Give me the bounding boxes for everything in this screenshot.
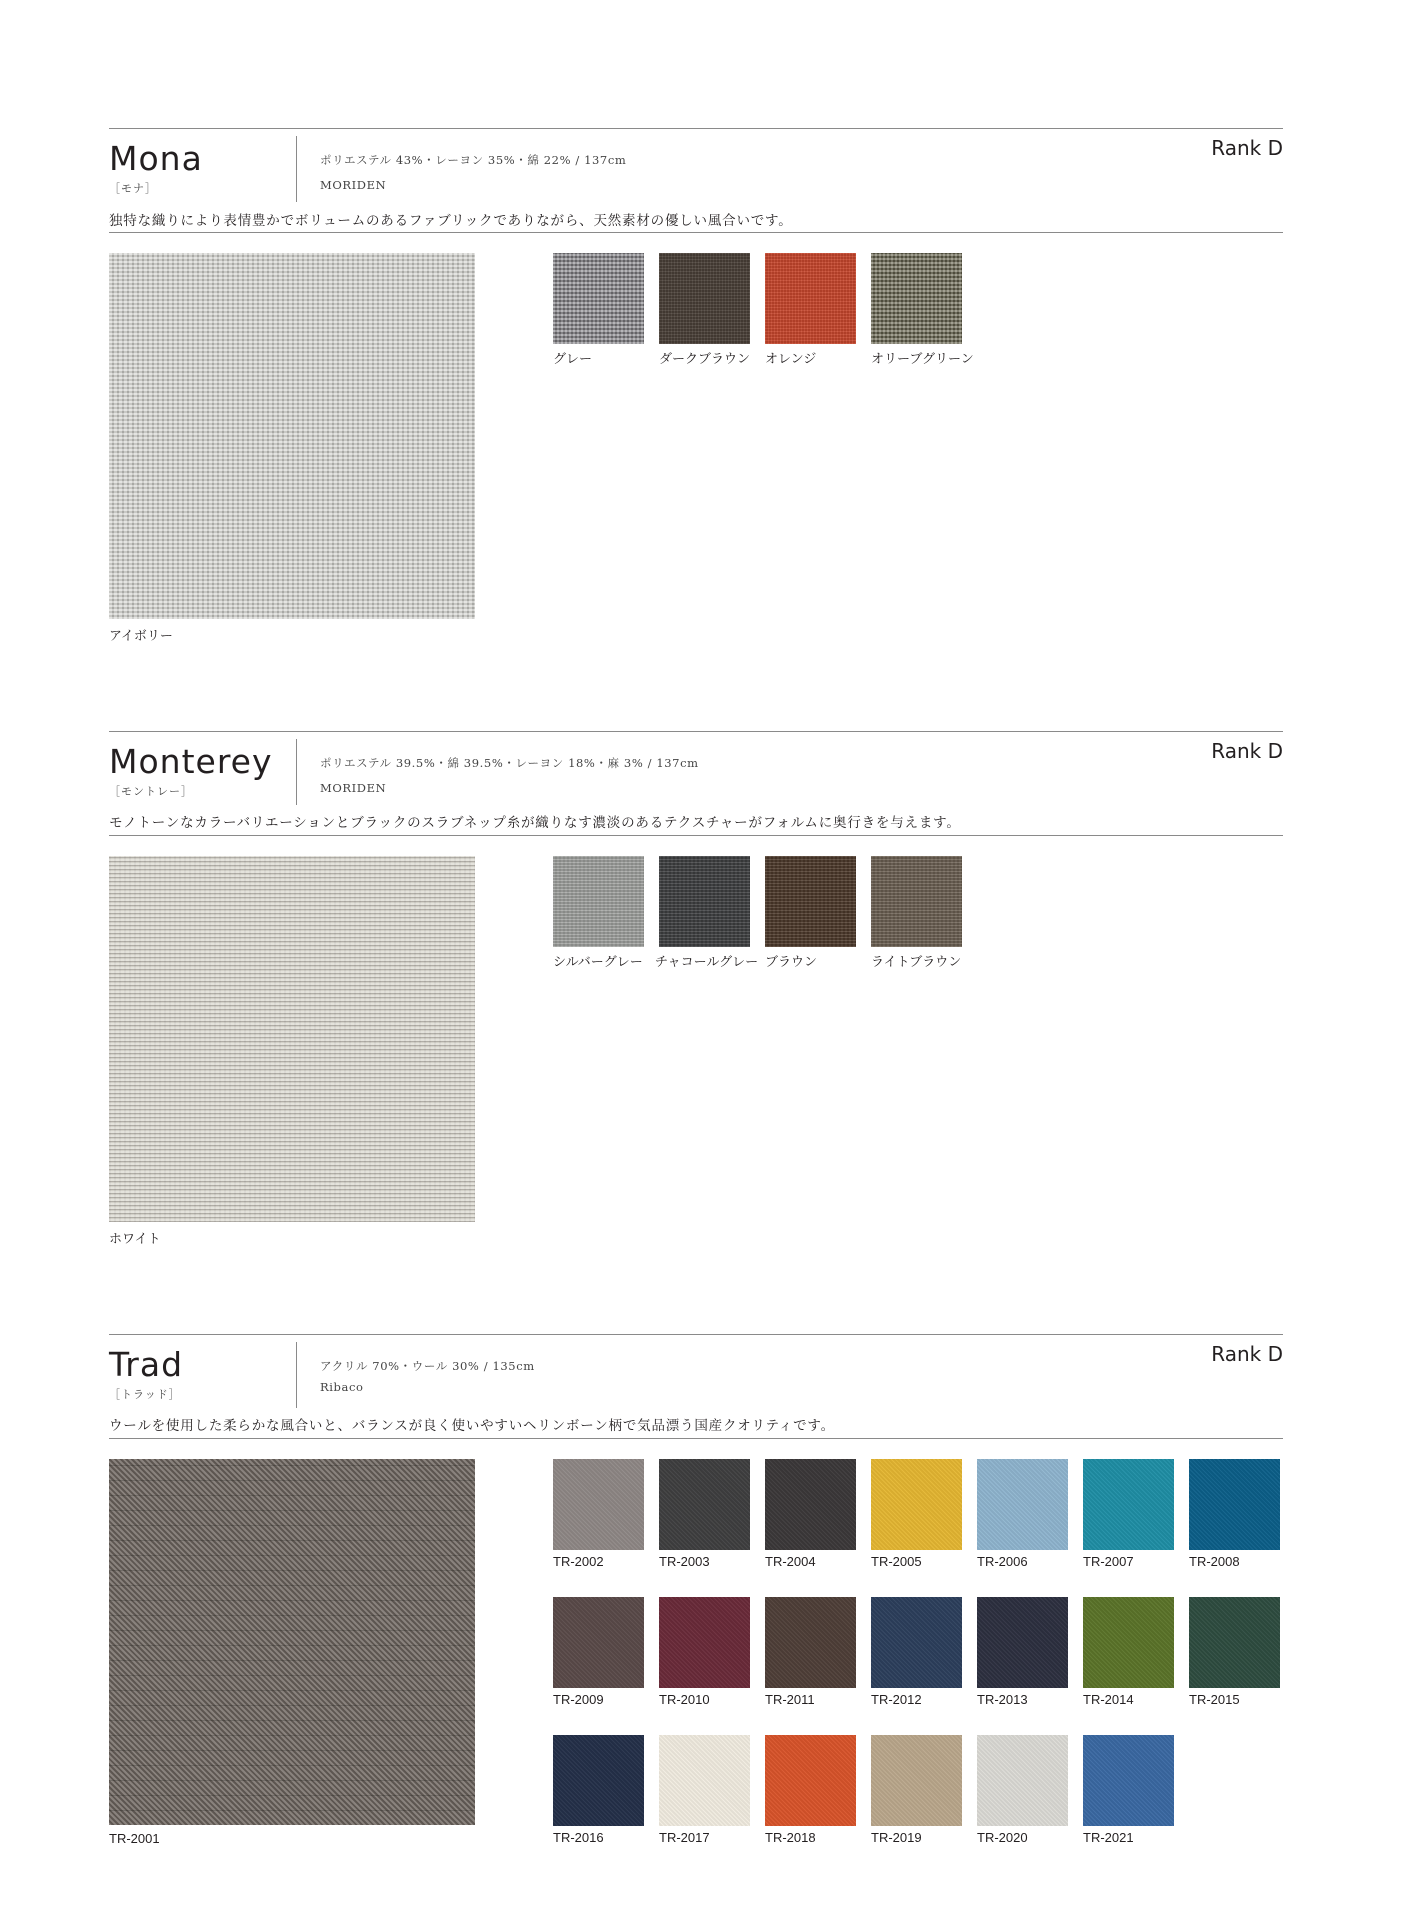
color-swatch[interactable] <box>1083 1597 1174 1688</box>
fabric-kana: ［トラッド］ <box>109 1388 181 1401</box>
bottom-rule <box>109 835 1283 836</box>
fabric-maker: MORIDEN <box>320 178 387 192</box>
color-swatch-label: TR-2009 <box>553 1692 604 1707</box>
color-swatch-label: TR-2016 <box>553 1830 604 1845</box>
color-swatch[interactable] <box>553 1597 644 1688</box>
color-swatch-label: TR-2013 <box>977 1692 1028 1707</box>
color-swatch[interactable] <box>765 253 856 344</box>
color-swatch[interactable] <box>977 1459 1068 1550</box>
color-swatch-label: TR-2002 <box>553 1554 604 1569</box>
color-swatch-label: ダークブラウン <box>659 351 751 366</box>
fabric-maker: Ribaco <box>320 1380 364 1394</box>
main-fabric-swatch <box>109 856 475 1222</box>
rank-label: Rank D <box>1211 1342 1283 1366</box>
fabric-description: 独特な織りにより表情豊かでボリュームのあるファブリックでありながら、天然素材の優しい風合いです。 <box>109 213 793 229</box>
color-swatch-label: TR-2020 <box>977 1830 1028 1845</box>
color-swatch-label: ブラウン <box>765 954 818 969</box>
color-swatch-label: オレンジ <box>765 351 817 366</box>
color-swatch[interactable] <box>1189 1459 1280 1550</box>
fabric-kana: ［モナ］ <box>109 182 157 195</box>
color-swatch-label: TR-2014 <box>1083 1692 1134 1707</box>
top-rule <box>109 1334 1283 1335</box>
color-swatch[interactable] <box>659 1735 750 1826</box>
color-swatch[interactable] <box>659 1459 750 1550</box>
color-swatch[interactable] <box>1083 1735 1174 1826</box>
color-swatch[interactable] <box>765 1735 856 1826</box>
color-swatch[interactable] <box>553 856 644 947</box>
color-swatch-label: グレー <box>553 351 593 366</box>
color-swatch[interactable] <box>553 253 644 344</box>
divider <box>296 739 297 805</box>
color-swatch-label: チャコールグレー <box>655 954 759 969</box>
bottom-rule <box>109 232 1283 233</box>
color-swatch[interactable] <box>765 856 856 947</box>
bottom-rule <box>109 1438 1283 1439</box>
color-swatch[interactable] <box>1189 1597 1280 1688</box>
color-swatch[interactable] <box>1083 1459 1174 1550</box>
top-rule <box>109 731 1283 732</box>
color-swatch[interactable] <box>765 1597 856 1688</box>
rank-label: Rank D <box>1211 739 1283 763</box>
color-swatch-label: TR-2015 <box>1189 1692 1240 1707</box>
fabric-name: Trad <box>109 1345 184 1384</box>
color-swatch-label: TR-2019 <box>871 1830 922 1845</box>
color-swatch[interactable] <box>977 1735 1068 1826</box>
color-swatch[interactable] <box>553 1459 644 1550</box>
color-swatch[interactable] <box>553 1735 644 1826</box>
color-swatch-label: TR-2005 <box>871 1554 922 1569</box>
main-fabric-swatch <box>109 253 475 619</box>
color-swatch[interactable] <box>871 253 962 344</box>
main-fabric-swatch <box>109 1459 475 1825</box>
rank-label: Rank D <box>1211 136 1283 160</box>
color-swatch-label: オリーブグリーン <box>871 351 974 366</box>
fabric-description: モノトーンなカラーバリエーションとブラックのスラブネップ糸が織りなす濃淡のあるテクスチャーがフォルムに奥行きを与えます。 <box>109 815 961 831</box>
fabric-name: Monterey <box>109 742 273 781</box>
color-swatch-label: TR-2017 <box>659 1830 710 1845</box>
main-swatch-label: アイボリー <box>109 628 173 643</box>
fabric-kana: ［モントレー］ <box>109 785 193 798</box>
color-swatch-label: TR-2003 <box>659 1554 710 1569</box>
fabric-composition: アクリル 70%・ウール 30% / 135cm <box>320 1359 535 1373</box>
color-swatch[interactable] <box>871 1597 962 1688</box>
fabric-composition: ポリエステル 43%・レーヨン 35%・綿 22% / 137cm <box>320 153 627 167</box>
color-swatch-label: TR-2010 <box>659 1692 710 1707</box>
color-swatch[interactable] <box>871 1735 962 1826</box>
color-swatch-label: シルバーグレー <box>553 954 643 969</box>
color-swatch[interactable] <box>765 1459 856 1550</box>
color-swatch-label: TR-2012 <box>871 1692 922 1707</box>
color-swatch-label: TR-2008 <box>1189 1554 1240 1569</box>
fabric-name: Mona <box>109 139 203 178</box>
divider <box>296 1342 297 1408</box>
color-swatch[interactable] <box>659 1597 750 1688</box>
color-swatch[interactable] <box>871 856 962 947</box>
color-swatch[interactable] <box>871 1459 962 1550</box>
color-swatch[interactable] <box>977 1597 1068 1688</box>
color-swatch-label: TR-2007 <box>1083 1554 1134 1569</box>
color-swatch-label: TR-2006 <box>977 1554 1028 1569</box>
fabric-maker: MORIDEN <box>320 781 387 795</box>
divider <box>296 136 297 202</box>
main-swatch-label: TR-2001 <box>109 1831 160 1846</box>
color-swatch-label: TR-2004 <box>765 1554 816 1569</box>
main-swatch-label: ホワイト <box>109 1231 161 1246</box>
color-swatch-label: ライトブラウン <box>871 954 962 969</box>
color-swatch-label: TR-2021 <box>1083 1830 1134 1845</box>
color-swatch-label: TR-2018 <box>765 1830 816 1845</box>
color-swatch-label: TR-2011 <box>765 1692 815 1707</box>
top-rule <box>109 128 1283 129</box>
color-swatch[interactable] <box>659 253 750 344</box>
color-swatch[interactable] <box>659 856 750 947</box>
fabric-composition: ポリエステル 39.5%・綿 39.5%・レーヨン 18%・麻 3% / 137cm <box>320 756 699 770</box>
fabric-description: ウールを使用した柔らかな風合いと、バランスが良く使いやすいヘリンボーン柄で気品漂う国産クオリティです。 <box>109 1418 835 1434</box>
